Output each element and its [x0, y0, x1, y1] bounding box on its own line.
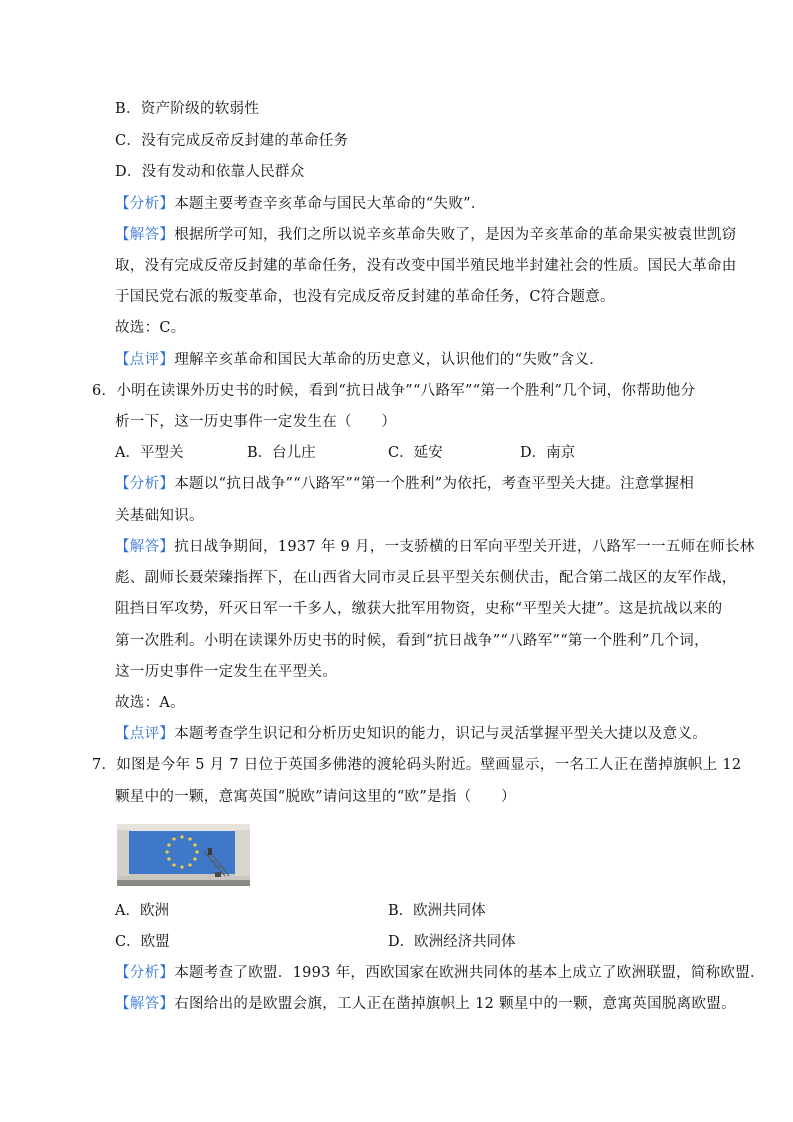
q6-choice: 故选：A。 — [115, 695, 185, 711]
answer-text: 抗日战争期间，1937 年 9 月，一支骄横的日军向平型关开进，八路军一一五师在师长林 — [174, 539, 755, 555]
q5-option-c: C．没有完成反帝反封建的革命任务 — [115, 133, 349, 149]
q7-option-b: B．欧洲共同体 — [388, 903, 486, 919]
q6-analysis-line-2: 关基础知识。 — [115, 508, 204, 524]
q6-answer-line-3: 阻挡日军攻势，歼灭日军一千多人，缴获大批军用物资，史称“平型关大捷”。这是抗战以来的 — [115, 601, 723, 617]
eu-flag-mural-icon — [117, 824, 250, 886]
analysis-tag: 【分析】 — [115, 965, 175, 981]
q7-stem-line-2: 颗星中的一颗，意寓英国“脱欧”请问这里的“欧”是指（ ） — [115, 789, 516, 805]
q5-comment — [115, 350, 604, 370]
q7-answer — [115, 994, 736, 1014]
answer-text: 根据所学可知，我们之所以说辛亥革命失败了，是因为辛亥革命的革命果实被袁世凯窃 — [174, 227, 737, 243]
q5-answer-line-2: 取，没有完成反帝反封建的革命任务，没有改变中国半殖民地半封建社会的性质。国民大革命由 — [115, 258, 737, 274]
q7-stem-line-1: 7．如图是今年 5 月 7 日位于英国多佛港的渡轮码头附近。壁画显示，一名工人正在凿掉旗帜上 12 — [92, 757, 742, 773]
q5-answer-line-1 — [115, 225, 737, 245]
q6-answer-line-1 — [115, 537, 755, 557]
answer-tag: 【解答】 — [115, 227, 175, 243]
q6-answer-line-4: 第一次胜利。小明在读课外历史书的时候，看到“抗日战争”“八路军”“第一个胜利”几个词， — [115, 633, 709, 649]
q6-option-a: A．平型关 — [115, 445, 184, 461]
comment-tag: 【点评】 — [115, 352, 175, 368]
analysis-tag: 【分析】 — [115, 196, 175, 212]
q5-option-b: B．资产阶级的软弱性 — [115, 101, 260, 117]
comment-text: 本题考查学生识记和分析历史知识的能力，识记与灵活掌握平型关大捷以及意义。 — [174, 726, 707, 742]
comment-tag: 【点评】 — [115, 726, 175, 742]
q6-comment — [115, 724, 707, 744]
q6-stem-line-2: 析一下，这一历史事件一定发生在（ ） — [115, 414, 397, 430]
q6-analysis-line-1 — [115, 474, 694, 494]
analysis-text: 本题考查了欧盟．1993 年，西欧国家在欧洲共同体的基本上成立了欧洲联盟，简称欧盟． — [174, 965, 765, 981]
comment-text: 理解辛亥革命和国民大革命的历史意义，认识他们的“失败”含义． — [174, 352, 605, 368]
q7-option-c: C．欧盟 — [115, 934, 170, 950]
q7-analysis — [115, 963, 765, 983]
q6-option-b: B．台儿庄 — [247, 445, 316, 461]
analysis-text: 本题以“抗日战争”“八路军”“第一个胜利”为依托，考查平型关大捷。注意掌握相 — [174, 476, 695, 492]
q7-option-d: D．欧洲经济共同体 — [388, 934, 516, 950]
q6-answer-line-5: 这一历史事件一定发生在平型关。 — [115, 664, 337, 680]
q5-answer-line-3: 于国民党右派的叛变革命，也没有完成反帝反封建的革命任务，C符合题意。 — [115, 289, 615, 305]
q6-stem-line-1: 6．小明在读课外历史书的时候，看到“抗日战争”“八路军”“第一个胜利”几个词，你帮助他分 — [92, 383, 696, 399]
q6-option-c: C．延安 — [388, 445, 443, 461]
answer-tag: 【解答】 — [115, 996, 175, 1012]
answer-text: 右图给出的是欧盟会旗，工人正在凿掉旗帜上 12 颗星中的一颗，意寓英国脱离欧盟。 — [174, 996, 736, 1012]
q7-option-a: A．欧洲 — [115, 903, 169, 919]
q6-option-d: D．南京 — [520, 445, 576, 461]
q6-answer-line-2: 彪、副师长聂荣臻指挥下，在山西省大同市灵丘县平型关东侧伏击，配合第二战区的友军作战， — [115, 570, 737, 586]
q5-choice: 故选：C。 — [115, 320, 186, 336]
analysis-text: 本题主要考查辛亥革命与国民大革命的“失败”． — [174, 196, 486, 212]
q5-option-d: D．没有发动和依靠人民群众 — [115, 164, 305, 180]
analysis-tag: 【分析】 — [115, 476, 175, 492]
answer-tag: 【解答】 — [115, 539, 175, 555]
q5-analysis — [115, 194, 486, 214]
eu-flag-mural-photo — [117, 824, 250, 886]
